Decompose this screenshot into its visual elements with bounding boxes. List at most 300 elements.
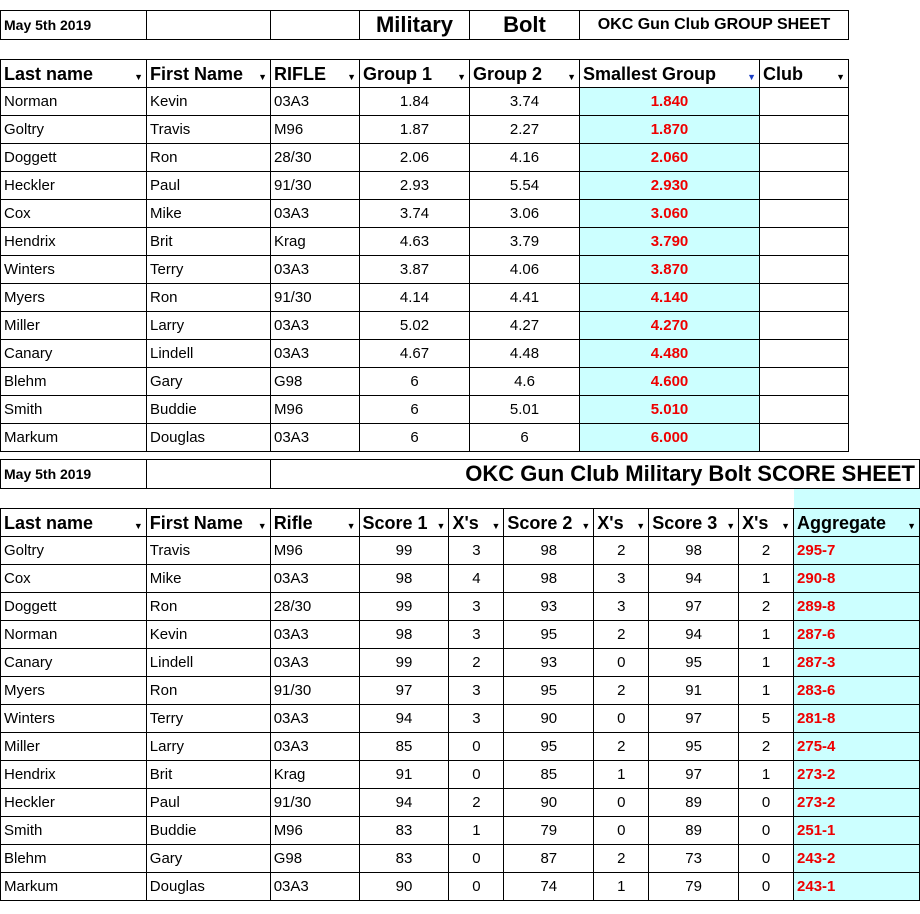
cell-club[interactable] [760, 228, 849, 256]
cell-aggregate[interactable]: 287-3 [794, 649, 920, 677]
cell-xs-3[interactable]: 1 [739, 621, 794, 649]
cell-first-name[interactable]: Paul [146, 789, 270, 817]
cell-group-1[interactable]: 2.06 [360, 144, 470, 172]
cell-score-2[interactable]: 93 [504, 649, 594, 677]
cell-aggregate[interactable]: 243-1 [794, 873, 920, 901]
empty-cell[interactable] [1, 489, 147, 509]
header-label: Score 2 [507, 513, 573, 533]
cell-group-2[interactable]: 4.6 [470, 368, 580, 396]
score-date-cell[interactable]: May 5th 2019 [1, 460, 147, 489]
cell-aggregate[interactable]: 295-7 [794, 537, 920, 565]
cell-score-3[interactable]: 89 [649, 789, 739, 817]
cell-group-1[interactable]: 1.84 [360, 88, 470, 116]
cell-first-name[interactable]: Gary [146, 845, 270, 873]
header-score-3[interactable] [649, 509, 739, 537]
cell-club[interactable] [760, 200, 849, 228]
cell-score-3[interactable]: 73 [649, 845, 739, 873]
cell-last-name[interactable]: Blehm [1, 845, 147, 873]
cell-score-3[interactable]: 79 [649, 873, 739, 901]
cell-smallest-group[interactable]: 3.870 [580, 256, 760, 284]
cell-first-name[interactable]: Buddie [146, 817, 270, 845]
cell-aggregate[interactable]: 273-2 [794, 761, 920, 789]
cell-xs-2[interactable]: 2 [594, 677, 649, 705]
cell-first-name[interactable]: Ron [146, 677, 270, 705]
header-last-name[interactable] [1, 60, 147, 88]
cell-smallest-group[interactable]: 4.140 [580, 284, 760, 312]
group-date-cell[interactable]: May 5th 2019 [1, 11, 147, 40]
empty-cell[interactable] [147, 11, 271, 40]
dropdown-arrow-icon[interactable]: ▼ [636, 521, 646, 531]
cell-xs-2[interactable]: 2 [594, 537, 649, 565]
cell-score-3[interactable]: 97 [649, 705, 739, 733]
cell-smallest-group[interactable]: 2.060 [580, 144, 760, 172]
cell-aggregate[interactable]: 243-2 [794, 845, 920, 873]
cell-score-2[interactable]: 98 [504, 565, 594, 593]
empty-cell[interactable] [360, 40, 470, 60]
cell-last-name[interactable]: Goltry [1, 116, 147, 144]
table-row [1, 200, 849, 228]
cell-rifle[interactable]: G98 [270, 845, 359, 873]
dropdown-arrow-icon[interactable]: ▼ [726, 521, 736, 531]
table-row [1, 761, 920, 789]
header-label: RIFLE [274, 64, 326, 84]
dropdown-arrow-icon[interactable]: ▼ [133, 521, 143, 531]
cell-club[interactable] [760, 284, 849, 312]
cell-rifle[interactable]: 03A3 [271, 88, 360, 116]
cell-xs-1[interactable]: 0 [449, 733, 504, 761]
score-sheet-table [0, 459, 920, 901]
cell-club[interactable] [760, 368, 849, 396]
cell-rifle[interactable]: 03A3 [271, 200, 360, 228]
empty-cell[interactable] [1, 40, 147, 60]
cell-score-2[interactable]: 98 [504, 537, 594, 565]
cell-xs-3[interactable]: 0 [739, 845, 794, 873]
cell-aggregate[interactable]: 283-6 [794, 677, 920, 705]
empty-cell[interactable] [794, 489, 920, 509]
cell-xs-2[interactable]: 0 [594, 649, 649, 677]
cell-group-2[interactable]: 4.27 [470, 312, 580, 340]
cell-xs-1[interactable]: 2 [449, 789, 504, 817]
cell-club[interactable] [760, 396, 849, 424]
cell-last-name[interactable]: Blehm [1, 368, 147, 396]
cell-first-name[interactable]: Ron [147, 144, 271, 172]
cell-last-name[interactable]: Smith [1, 817, 147, 845]
cell-score-1[interactable]: 94 [359, 789, 449, 817]
cell-xs-2[interactable]: 1 [594, 761, 649, 789]
table-row [1, 424, 849, 452]
dropdown-arrow-icon[interactable]: ▼ [258, 72, 267, 82]
cell-last-name[interactable]: Doggett [1, 593, 147, 621]
header-club[interactable] [760, 60, 849, 88]
header-score-1[interactable] [359, 509, 449, 537]
cell-group-2[interactable]: 4.48 [470, 340, 580, 368]
empty-cell[interactable] [449, 489, 504, 509]
title-score-sheet-cell[interactable]: OKC Gun Club Military Bolt SCORE SHEET [270, 460, 919, 489]
table-row [1, 312, 849, 340]
cell-group-1[interactable]: 6 [360, 368, 470, 396]
cell-rifle[interactable]: 03A3 [270, 705, 359, 733]
empty-cell[interactable] [504, 489, 594, 509]
cell-xs-3[interactable]: 0 [739, 789, 794, 817]
cell-rifle[interactable]: 03A3 [270, 565, 359, 593]
cell-group-2[interactable]: 6 [470, 424, 580, 452]
cell-group-2[interactable]: 4.16 [470, 144, 580, 172]
cell-score-3[interactable]: 95 [649, 733, 739, 761]
cell-last-name[interactable]: Winters [1, 256, 147, 284]
table-row [1, 116, 849, 144]
cell-score-1[interactable]: 98 [359, 621, 449, 649]
cell-group-1[interactable]: 4.63 [360, 228, 470, 256]
header-last-name[interactable] [1, 509, 147, 537]
empty-cell[interactable] [760, 40, 849, 60]
cell-last-name[interactable]: Heckler [1, 789, 147, 817]
cell-score-3[interactable]: 89 [649, 817, 739, 845]
cell-rifle[interactable]: 03A3 [270, 733, 359, 761]
cell-last-name[interactable]: Doggett [1, 144, 147, 172]
cell-xs-1[interactable]: 0 [449, 761, 504, 789]
cell-group-1[interactable]: 3.74 [360, 200, 470, 228]
cell-xs-2[interactable]: 2 [594, 733, 649, 761]
cell-last-name[interactable]: Myers [1, 284, 147, 312]
table-row [1, 565, 920, 593]
cell-rifle[interactable]: 91/30 [270, 789, 359, 817]
cell-rifle[interactable]: 91/30 [271, 172, 360, 200]
group-sheet-table [0, 10, 849, 452]
cell-club[interactable] [760, 172, 849, 200]
cell-score-2[interactable]: 87 [504, 845, 594, 873]
cell-first-name[interactable]: Mike [146, 565, 270, 593]
cell-group-2[interactable]: 2.27 [470, 116, 580, 144]
cell-score-1[interactable]: 99 [359, 593, 449, 621]
cell-rifle[interactable]: Krag [271, 228, 360, 256]
cell-score-3[interactable]: 94 [649, 621, 739, 649]
cell-first-name[interactable]: Terry [146, 705, 270, 733]
cell-rifle[interactable]: M96 [270, 537, 359, 565]
cell-rifle[interactable]: 03A3 [271, 424, 360, 452]
empty-cell[interactable] [146, 489, 270, 509]
cell-score-1[interactable]: 98 [359, 565, 449, 593]
cell-rifle[interactable]: 28/30 [270, 593, 359, 621]
cell-xs-2[interactable]: 3 [594, 593, 649, 621]
cell-first-name[interactable]: Travis [146, 537, 270, 565]
sort-dropdown-arrow-icon[interactable]: ▼ [747, 72, 756, 82]
cell-first-name[interactable]: Paul [147, 172, 271, 200]
cell-smallest-group[interactable]: 4.270 [580, 312, 760, 340]
cell-rifle[interactable]: 03A3 [270, 873, 359, 901]
cell-first-name[interactable]: Ron [147, 284, 271, 312]
header-aggregate[interactable] [794, 509, 920, 537]
cell-smallest-group[interactable]: 4.600 [580, 368, 760, 396]
header-group-2[interactable] [470, 60, 580, 88]
cell-xs-2[interactable]: 3 [594, 565, 649, 593]
header-first-name[interactable] [147, 60, 271, 88]
empty-cell[interactable] [649, 489, 739, 509]
header-smallest-group[interactable] [580, 60, 760, 88]
cell-group-1[interactable]: 4.67 [360, 340, 470, 368]
cell-score-1[interactable]: 91 [359, 761, 449, 789]
dropdown-arrow-icon[interactable]: ▼ [436, 521, 446, 531]
header-first-name[interactable] [146, 509, 270, 537]
cell-group-1[interactable]: 5.02 [360, 312, 470, 340]
header-score-2[interactable] [504, 509, 594, 537]
cell-first-name[interactable]: Larry [146, 733, 270, 761]
cell-xs-3[interactable]: 0 [739, 873, 794, 901]
cell-club[interactable] [760, 424, 849, 452]
cell-group-2[interactable]: 4.06 [470, 256, 580, 284]
cell-score-1[interactable]: 90 [359, 873, 449, 901]
cell-xs-1[interactable]: 2 [449, 649, 504, 677]
cell-first-name[interactable]: Mike [147, 200, 271, 228]
header-xs-1[interactable] [449, 509, 504, 537]
cell-last-name[interactable]: Hendrix [1, 761, 147, 789]
cell-first-name[interactable]: Ron [146, 593, 270, 621]
empty-cell[interactable] [739, 489, 794, 509]
cell-smallest-group[interactable]: 1.840 [580, 88, 760, 116]
header-xs-3[interactable] [739, 509, 794, 537]
cell-xs-3[interactable]: 1 [739, 649, 794, 677]
cell-first-name[interactable]: Kevin [146, 621, 270, 649]
cell-first-name[interactable]: Travis [147, 116, 271, 144]
cell-last-name[interactable]: Smith [1, 396, 147, 424]
cell-xs-2[interactable]: 0 [594, 705, 649, 733]
cell-last-name[interactable]: Goltry [1, 537, 147, 565]
cell-xs-2[interactable]: 0 [594, 789, 649, 817]
cell-aggregate[interactable]: 275-4 [794, 733, 920, 761]
header-group-1[interactable] [360, 60, 470, 88]
cell-xs-3[interactable]: 2 [739, 733, 794, 761]
cell-rifle[interactable]: G98 [271, 368, 360, 396]
cell-xs-2[interactable]: 0 [594, 817, 649, 845]
cell-last-name[interactable]: Norman [1, 621, 147, 649]
cell-score-2[interactable]: 85 [504, 761, 594, 789]
cell-last-name[interactable]: Cox [1, 200, 147, 228]
cell-rifle[interactable]: 03A3 [271, 312, 360, 340]
empty-cell[interactable] [271, 40, 360, 60]
cell-score-1[interactable]: 94 [359, 705, 449, 733]
cell-club[interactable] [760, 144, 849, 172]
empty-cell[interactable] [146, 460, 270, 489]
header-rifle[interactable] [270, 509, 359, 537]
dropdown-arrow-icon[interactable]: ▼ [347, 72, 356, 82]
cell-last-name[interactable]: Myers [1, 677, 147, 705]
cell-first-name[interactable]: Lindell [146, 649, 270, 677]
dropdown-arrow-icon[interactable]: ▼ [134, 72, 143, 82]
cell-rifle[interactable]: M96 [271, 396, 360, 424]
cell-score-3[interactable]: 97 [649, 593, 739, 621]
cell-last-name[interactable]: Hendrix [1, 228, 147, 256]
cell-group-1[interactable]: 6 [360, 396, 470, 424]
cell-smallest-group[interactable]: 4.480 [580, 340, 760, 368]
cell-xs-1[interactable]: 3 [449, 677, 504, 705]
cell-rifle[interactable]: M96 [271, 116, 360, 144]
cell-first-name[interactable]: Buddie [147, 396, 271, 424]
title-group-sheet-cell[interactable]: OKC Gun Club GROUP SHEET [580, 11, 849, 40]
table-row [1, 649, 920, 677]
dropdown-arrow-icon[interactable]: ▼ [836, 72, 845, 82]
cell-score-3[interactable]: 91 [649, 677, 739, 705]
dropdown-arrow-icon[interactable]: ▼ [567, 72, 576, 82]
cell-aggregate[interactable]: 281-8 [794, 705, 920, 733]
cell-group-1[interactable]: 4.14 [360, 284, 470, 312]
cell-xs-1[interactable]: 4 [449, 565, 504, 593]
cell-xs-2[interactable]: 2 [594, 621, 649, 649]
header-rifle[interactable] [271, 60, 360, 88]
cell-group-1[interactable]: 1.87 [360, 116, 470, 144]
title-military-cell[interactable]: Military [360, 11, 470, 40]
cell-aggregate[interactable]: 287-6 [794, 621, 920, 649]
cell-xs-3[interactable]: 0 [739, 817, 794, 845]
empty-cell[interactable] [580, 40, 760, 60]
dropdown-arrow-icon[interactable]: ▼ [457, 72, 466, 82]
cell-score-1[interactable]: 99 [359, 537, 449, 565]
cell-smallest-group[interactable]: 3.790 [580, 228, 760, 256]
cell-rifle[interactable]: 03A3 [270, 621, 359, 649]
cell-aggregate[interactable]: 289-8 [794, 593, 920, 621]
dropdown-arrow-icon[interactable]: ▼ [491, 521, 501, 531]
cell-first-name[interactable]: Larry [147, 312, 271, 340]
cell-rifle[interactable]: 91/30 [270, 677, 359, 705]
cell-score-1[interactable]: 83 [359, 845, 449, 873]
cell-first-name[interactable]: Douglas [147, 424, 271, 452]
cell-first-name[interactable]: Brit [147, 228, 271, 256]
cell-rifle[interactable]: 03A3 [270, 649, 359, 677]
cell-xs-1[interactable]: 0 [449, 845, 504, 873]
cell-last-name[interactable]: Winters [1, 705, 147, 733]
cell-last-name[interactable]: Canary [1, 649, 147, 677]
cell-group-2[interactable]: 5.54 [470, 172, 580, 200]
cell-score-2[interactable]: 95 [504, 733, 594, 761]
empty-cell[interactable] [359, 489, 449, 509]
cell-group-2[interactable]: 5.01 [470, 396, 580, 424]
cell-score-1[interactable]: 83 [359, 817, 449, 845]
cell-last-name[interactable]: Canary [1, 340, 147, 368]
cell-group-2[interactable]: 3.79 [470, 228, 580, 256]
dropdown-arrow-icon[interactable]: ▼ [346, 521, 356, 531]
cell-xs-1[interactable]: 3 [449, 593, 504, 621]
cell-score-3[interactable]: 97 [649, 761, 739, 789]
cell-xs-3[interactable]: 2 [739, 537, 794, 565]
cell-score-1[interactable]: 97 [359, 677, 449, 705]
cell-last-name[interactable]: Miller [1, 312, 147, 340]
cell-aggregate[interactable]: 273-2 [794, 789, 920, 817]
cell-last-name[interactable]: Miller [1, 733, 147, 761]
header-label: First Name [150, 64, 244, 84]
cell-group-1[interactable]: 2.93 [360, 172, 470, 200]
empty-cell[interactable] [271, 11, 360, 40]
dropdown-arrow-icon[interactable]: ▼ [581, 521, 591, 531]
empty-cell[interactable] [147, 40, 271, 60]
dropdown-arrow-icon[interactable]: ▼ [781, 521, 791, 531]
cell-score-2[interactable]: 90 [504, 789, 594, 817]
cell-first-name[interactable]: Terry [147, 256, 271, 284]
header-xs-2[interactable] [594, 509, 649, 537]
cell-smallest-group[interactable]: 1.870 [580, 116, 760, 144]
cell-score-1[interactable]: 85 [359, 733, 449, 761]
cell-last-name[interactable]: Markum [1, 873, 147, 901]
cell-club[interactable] [760, 340, 849, 368]
cell-club[interactable] [760, 88, 849, 116]
cell-xs-1[interactable]: 3 [449, 621, 504, 649]
cell-xs-3[interactable]: 1 [739, 677, 794, 705]
header-label: X's [742, 513, 769, 533]
empty-cell[interactable] [594, 489, 649, 509]
cell-rifle[interactable]: M96 [270, 817, 359, 845]
cell-first-name[interactable]: Kevin [147, 88, 271, 116]
score-sheet [0, 459, 920, 901]
cell-smallest-group[interactable]: 2.930 [580, 172, 760, 200]
cell-last-name[interactable]: Cox [1, 565, 147, 593]
cell-score-3[interactable]: 95 [649, 649, 739, 677]
cell-xs-3[interactable]: 5 [739, 705, 794, 733]
cell-group-2[interactable]: 3.06 [470, 200, 580, 228]
cell-club[interactable] [760, 312, 849, 340]
cell-score-1[interactable]: 99 [359, 649, 449, 677]
cell-smallest-group[interactable]: 5.010 [580, 396, 760, 424]
cell-club[interactable] [760, 116, 849, 144]
cell-score-2[interactable]: 93 [504, 593, 594, 621]
cell-score-3[interactable]: 98 [649, 537, 739, 565]
cell-club[interactable] [760, 256, 849, 284]
header-label: X's [597, 513, 624, 533]
spacer-row [1, 40, 849, 60]
cell-xs-2[interactable]: 1 [594, 873, 649, 901]
cell-group-1[interactable]: 3.87 [360, 256, 470, 284]
cell-last-name[interactable]: Heckler [1, 172, 147, 200]
cell-group-2[interactable]: 3.74 [470, 88, 580, 116]
dropdown-arrow-icon[interactable]: ▼ [257, 521, 267, 531]
cell-rifle[interactable]: 03A3 [271, 256, 360, 284]
header-label: First Name [149, 513, 243, 533]
cell-first-name[interactable]: Douglas [146, 873, 270, 901]
cell-group-2[interactable]: 4.41 [470, 284, 580, 312]
cell-rifle[interactable]: 91/30 [271, 284, 360, 312]
cell-xs-1[interactable]: 3 [449, 705, 504, 733]
empty-cell[interactable] [270, 489, 359, 509]
table-row [1, 845, 920, 873]
cell-xs-3[interactable]: 1 [739, 565, 794, 593]
cell-last-name[interactable]: Norman [1, 88, 147, 116]
cell-score-2[interactable]: 95 [504, 621, 594, 649]
cell-rifle[interactable]: 03A3 [271, 340, 360, 368]
cell-score-3[interactable]: 94 [649, 565, 739, 593]
cell-score-2[interactable]: 95 [504, 677, 594, 705]
title-bolt-cell[interactable]: Bolt [470, 11, 580, 40]
cell-score-2[interactable]: 74 [504, 873, 594, 901]
cell-group-1[interactable]: 6 [360, 424, 470, 452]
empty-cell[interactable] [470, 40, 580, 60]
cell-score-2[interactable]: 79 [504, 817, 594, 845]
cell-xs-1[interactable]: 3 [449, 537, 504, 565]
cell-smallest-group[interactable]: 6.000 [580, 424, 760, 452]
cell-rifle[interactable]: Krag [270, 761, 359, 789]
cell-aggregate[interactable]: 290-8 [794, 565, 920, 593]
cell-score-2[interactable]: 90 [504, 705, 594, 733]
group-header-row [1, 60, 849, 88]
cell-smallest-group[interactable]: 3.060 [580, 200, 760, 228]
cell-xs-3[interactable]: 1 [739, 761, 794, 789]
cell-rifle[interactable]: 28/30 [271, 144, 360, 172]
cell-xs-1[interactable]: 0 [449, 873, 504, 901]
cell-aggregate[interactable]: 251-1 [794, 817, 920, 845]
dropdown-arrow-icon[interactable]: ▼ [907, 521, 916, 531]
cell-xs-2[interactable]: 2 [594, 845, 649, 873]
cell-first-name[interactable]: Lindell [147, 340, 271, 368]
cell-xs-1[interactable]: 1 [449, 817, 504, 845]
cell-first-name[interactable]: Brit [146, 761, 270, 789]
cell-xs-3[interactable]: 2 [739, 593, 794, 621]
cell-last-name[interactable]: Markum [1, 424, 147, 452]
cell-first-name[interactable]: Gary [147, 368, 271, 396]
